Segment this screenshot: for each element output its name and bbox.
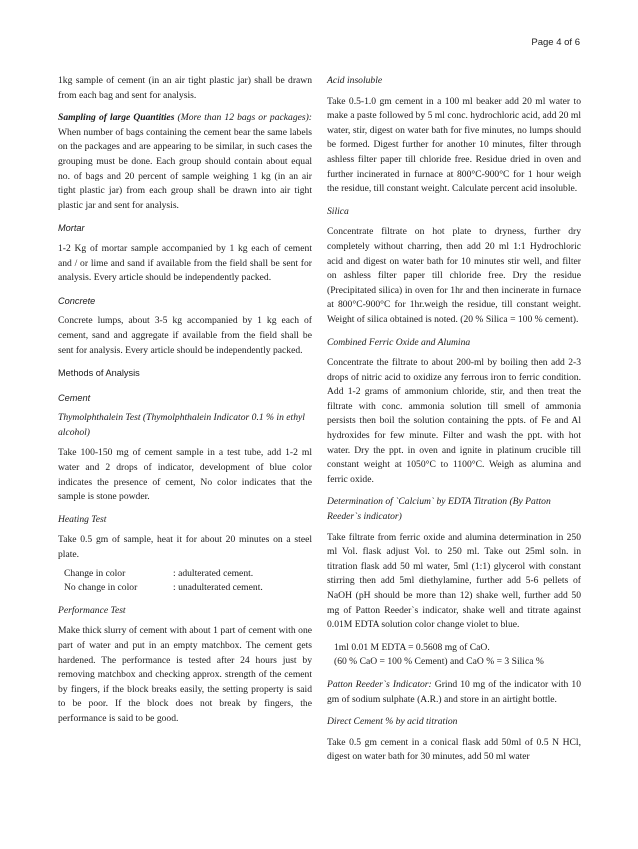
cement-heading: Cement — [58, 392, 91, 403]
heating-heading: Heating Test — [58, 513, 107, 525]
thymol-text: Take 100-150 mg of cement sample in a test tube, add 1-2 ml water and 2 drops of indicator, development of blue color indicates the presence of cement, No color indicates that the sample is stone powder. — [58, 447, 312, 503]
silica-text: Concentrate filtrate on hot plate to dryness, further dry completely without charring, then add 20 ml 1:1 Hydrochloric acid and digest on water bath for 10 minutes stir well, and filter on ashless filter paper till chloride free. Dry the residue (Precipitated silica) in oven for 1hr and then incinerate in furnace at 800°C-900°C for 1hr.weigh the residue, till constant weight. Weight of silica obtained is noted. (20 % Silica = 100 % cement). — [327, 226, 581, 325]
table-row — [64, 581, 263, 596]
methods-heading: Methods of Analysis — [58, 368, 140, 379]
page-number: Page 4 of 6 — [531, 37, 580, 48]
intro-paragraph: 1kg sample of cement (in an air tight plastic jar) shall be drawn from each bag and sent for analysis. — [58, 75, 312, 101]
patton-text: Grind 10 mg of the indicator with 10 gm of sodium sulphate (A.R.) and store in an airtight bottle. — [327, 678, 581, 705]
table-row — [64, 567, 263, 582]
heating-text: Take 0.5 gm of sample, heat it for about 20 minutes on a steel plate. — [58, 534, 312, 561]
sampling-paragraph — [58, 111, 312, 213]
acid-heading: Acid insoluble — [327, 75, 383, 86]
right-column — [327, 74, 581, 773]
concrete-text: Concrete lumps, about 3-5 kg accompanied by 1 kg each of cement, sand and aggregate if available from the field shall be sent for analysis. Every article should be independently packed. — [58, 315, 312, 356]
silica-heading: Silica — [327, 205, 349, 217]
formula-line: (60 % CaO = 100 % Cement) and CaO % = 3 Silica % — [334, 656, 544, 668]
edta-heading: Determination of `Calcium` by EDTA Titration (By Patton Reeder`s indicator) — [327, 496, 551, 523]
patton-label: Patton Reeder`s Indicator: — [327, 678, 432, 690]
sampling-note: (More than 12 bags or packages): — [174, 112, 313, 124]
concrete-heading: Concrete — [58, 295, 96, 306]
formula-block — [334, 641, 581, 670]
thymol-heading: Thymolphthalein Test (Thymolphthalein Indicator 0.1 % in ethyl alcohol) — [58, 412, 305, 438]
condition-cell: Change in color — [64, 567, 126, 579]
mortar-text: 1-2 Kg of mortar sample accompanied by 1 kg each of cement and / or lime and sand if available from the field shall be sent for analysis. Every article should be independently packed. — [58, 242, 312, 284]
acid-text: Take 0.5-1.0 gm cement in a 100 ml beaker add 20 ml water to make a paste followed by 5 ml conc. hydrochloric acid, add 20 ml water, stir, digest on water bath for five minutes, no lumps should be formed. Digest further for another 10 minutes, filter through ashless filter paper till chloride free. Residue dried in oven and further incinerated in furnace at 800°C-900°C for 1 hour weigh the residue, till constant weight. Calculate percent acid insoluble. — [327, 95, 581, 195]
condition-cell: No change in color — [64, 582, 138, 594]
formula-line: 1ml 0.01 M EDTA = 0.5608 mg of CaO. — [334, 641, 490, 653]
sampling-text: When number of bags containing the cement bear the same labels on the packages and are appearing to be similar, in such cases the grouping must be done. Each group should contain about equal no. of bags and 20 percent of sample weighing 1 kg (in an air tight plastic jar) from each group shall be drawn into air tight plastic jar and sent for analysis. — [58, 126, 312, 211]
ferric-text: Concentrate the filtrate to about 200-ml by boiling then add 2-3 drops of nitric acid to oxidize any ferrous iron to ferric condition. Add 1-2 grams of ammonium chloride, stir, and then treat the filtrate with conc. ammonia solution till smell of ammonia persists then boil the solution containing the ppts. of Fe and Al hydroxides for few minute. Filter and wash the ppt. with hot water. Dry the ppt. in oven and ignite in platinum crucible till constant weight at 1050°C to 1100°C. Weigh as alumina and ferric oxide. — [327, 357, 581, 485]
sampling-heading: Sampling of large Quantities — [58, 112, 175, 124]
heating-results-table — [64, 567, 263, 596]
direct-text: Take 0.5 gm cement in a conical flask add 50ml of 0.5 N HCl, digest on water bath for 30 minutes, add 50 ml water — [327, 736, 581, 763]
left-column — [58, 74, 312, 735]
edta-text: Take filtrate from ferric oxide and alumina determination in 250 ml Vol. flask adjust Vol. to 250 ml. Take out 25ml soln. in titration flask add 50 ml water, 5ml (1:1) glycerol with constant stirring then add 5ml diethylamine, further add 5-6 pellets of NaOH (pH should be more than 12) shake well, further add 50 mg of Patton Reeder`s indicator, shake well and titrate against 0.01M EDTA solution color change violet to blue. — [327, 531, 581, 631]
ferric-heading: Combined Ferric Oxide and Alumina — [327, 336, 471, 348]
performance-text: Make thick slurry of cement with about 1 part of cement with one part of water and put in an empty matchbox. The cement gets hardened. The performance is tested after 24 hours just by removing matchbox and checking approx. strength of the cement by fingers, if the block breaks easily, the setting property is said to be poor. If the block does not break by fingers, the performance is said to be good. — [58, 625, 312, 724]
result-cell: : adulterated cement. — [173, 567, 254, 579]
patton-paragraph — [327, 678, 581, 707]
performance-heading: Performance Test — [58, 604, 126, 616]
direct-heading: Direct Cement % by acid titration — [327, 716, 458, 728]
result-cell: : unadulterated cement. — [173, 582, 263, 594]
mortar-heading: Mortar — [58, 223, 85, 234]
